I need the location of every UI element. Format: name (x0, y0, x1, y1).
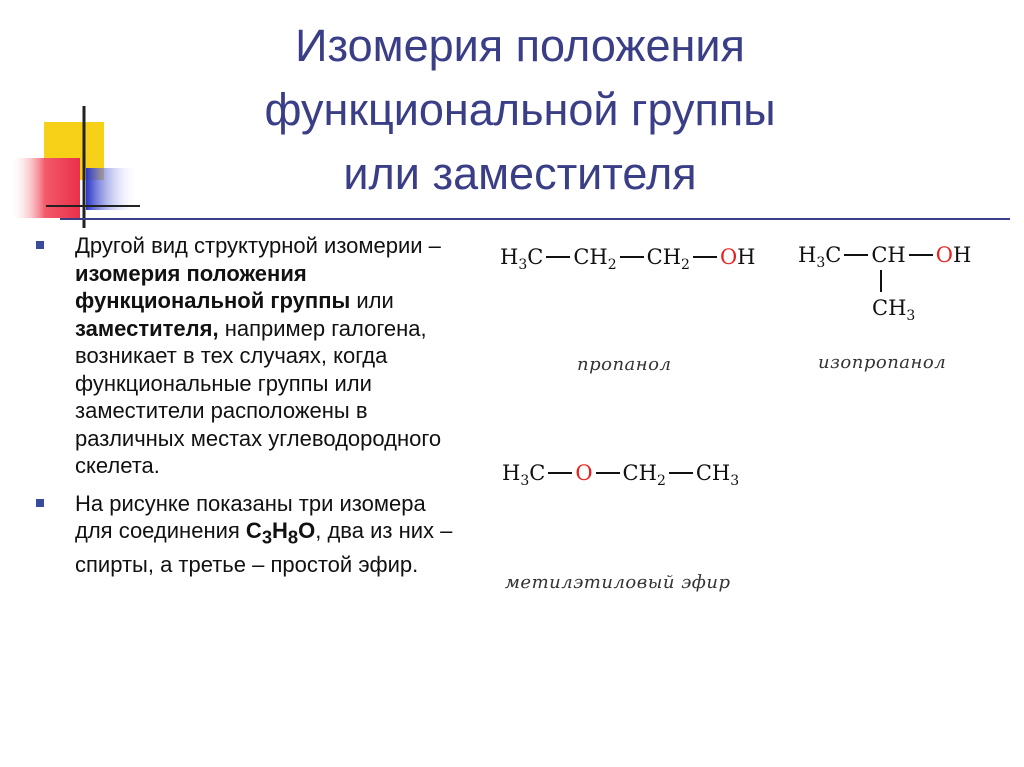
propanol-name: пропанол (577, 354, 672, 375)
decorative-corner-graphic (0, 100, 140, 230)
single-bond (596, 472, 620, 474)
propanol-formula: $H_3C$ $CH_2$ $CH_2$ OH (500, 245, 756, 273)
bullet-square-icon (36, 499, 44, 507)
bullet-1-text-c: например галогена, возникает в тех случаях, когда функциональные группы или заместители расположены в различных местах углеводородного скелета. (75, 315, 442, 478)
isopropanol-formula: $H_3C$ CH OH (798, 243, 972, 271)
bullet-1-text-b: или (350, 288, 394, 313)
slide-title (170, 14, 870, 206)
bullet-2-text-a: На рисунке показаны три изомера для соединения (75, 490, 426, 543)
title-line-1: Изомерия положения (295, 20, 745, 71)
single-bond (669, 472, 693, 474)
vertical-bond (880, 270, 882, 292)
single-bond (548, 472, 572, 474)
bullet-item-2 (36, 490, 456, 579)
isopropanol-name: изопропанол (818, 352, 947, 373)
bullet-list (36, 232, 456, 578)
single-bond (546, 256, 570, 258)
bullet-1-bold-b: заместителя, (75, 315, 219, 341)
ether-formula: $H_3C$ O $CH_2$ $CH_3$ (502, 461, 740, 489)
single-bond (693, 256, 717, 258)
bullet-1-text-a: Другой вид структурной изомерии – (75, 233, 441, 258)
bullet-square-icon (36, 241, 44, 249)
single-bond (909, 254, 933, 256)
bullet-1-bold-a: изомерия положения функциональной группы (75, 260, 351, 313)
isopropanol-methyl: $CH_3$ (872, 296, 916, 324)
bullet-2-text-b: , два из них – спирты, а третье – простой эфир. (75, 518, 453, 577)
bullet-item-1 (36, 232, 456, 480)
title-line-2: функциональной группы (264, 84, 776, 135)
molecular-formula: $C_3H_8O$ (245, 518, 316, 548)
single-bond (844, 254, 868, 256)
ether-name: метилэтиловый эфир (505, 572, 731, 593)
title-divider (60, 218, 1010, 220)
single-bond (620, 256, 644, 258)
title-line-3: или заместителя (343, 148, 697, 199)
